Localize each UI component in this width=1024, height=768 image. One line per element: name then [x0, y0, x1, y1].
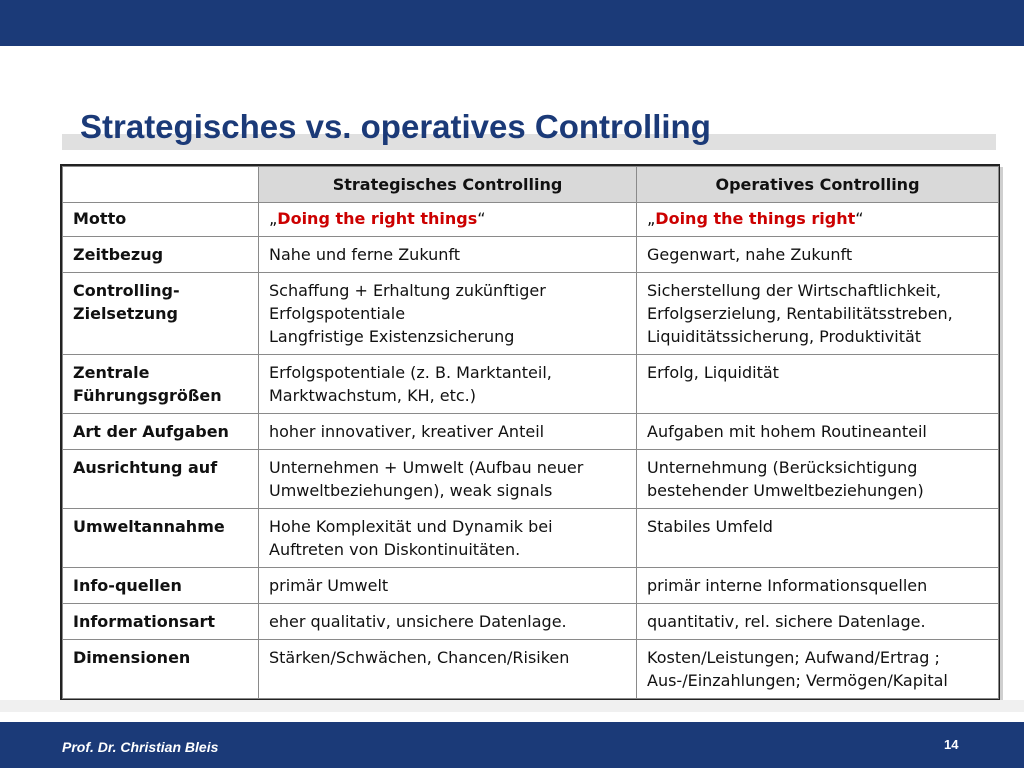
- comparison-table: [60, 164, 1000, 701]
- row-label: [63, 568, 259, 604]
- cell-line: Schaffung + Erhaltung zukünftiger: [269, 281, 546, 300]
- cell-line: Aus-/Einzahlungen; Vermögen/Kapital: [647, 671, 948, 690]
- cell-line: Umweltbeziehungen), weak signals: [269, 481, 553, 500]
- cell-operative: [637, 568, 999, 604]
- table-row: [63, 568, 999, 604]
- cell-operative: [637, 604, 999, 640]
- table-row: [63, 237, 999, 273]
- footer-author: Prof. Dr. Christian Bleis: [62, 739, 219, 755]
- cell-operative: [637, 509, 999, 568]
- cell-line: Controlling-: [73, 281, 180, 300]
- cell-line: Erfolgserzielung, Rentabilitätsstreben,: [647, 304, 953, 323]
- table-header-row: [63, 167, 999, 203]
- motto-operative: [637, 203, 999, 237]
- table-row: [63, 355, 999, 414]
- cell-line: hoher innovativer, kreativer Anteil: [269, 422, 545, 441]
- footer-separator: [0, 700, 1024, 712]
- row-label: [63, 414, 259, 450]
- cell-line: Informationsart: [73, 612, 216, 631]
- cell-operative: [637, 273, 999, 355]
- cell-line: Auftreten von Diskontinuitäten.: [269, 540, 521, 559]
- table-row-motto: [63, 203, 999, 237]
- cell-line: Langfristige Existenzsicherung: [269, 327, 515, 346]
- cell-operative: [637, 640, 999, 699]
- table-row: [63, 640, 999, 699]
- cell-strategic: [259, 414, 637, 450]
- cell-operative: [637, 355, 999, 414]
- cell-line: Umweltannahme: [73, 517, 225, 536]
- cell-strategic: [259, 237, 637, 273]
- cell-line: Erfolgspotentiale (z. B. Marktanteil,: [269, 363, 552, 382]
- row-label: Motto: [63, 203, 259, 237]
- cell-strategic: [259, 640, 637, 699]
- table-row: [63, 604, 999, 640]
- cell-line: Erfolgspotentiale: [269, 304, 406, 323]
- cell-line: Kosten/Leistungen; Aufwand/Ertrag ;: [647, 648, 940, 667]
- cell-strategic: [259, 355, 637, 414]
- row-label: [63, 509, 259, 568]
- close-quote: “: [477, 209, 486, 228]
- cell-line: Liquiditätssicherung, Produktivität: [647, 327, 922, 346]
- cell-line: Zentrale: [73, 363, 150, 382]
- cell-strategic: [259, 450, 637, 509]
- cell-line: quantitativ, rel. sichere Datenlage.: [647, 612, 926, 631]
- header-blank-cell: [63, 167, 259, 203]
- cell-strategic: [259, 273, 637, 355]
- table-row: [63, 509, 999, 568]
- row-label: [63, 237, 259, 273]
- cell-line: Unternehmung (Berücksichtigung: [647, 458, 918, 477]
- cell-line: Erfolg, Liquidität: [647, 363, 779, 382]
- cell-line: Sicherstellung der Wirtschaftlichkeit,: [647, 281, 942, 300]
- cell-line: Art der Aufgaben: [73, 422, 229, 441]
- header-operative: Operatives Controlling: [637, 167, 999, 203]
- open-quote: „: [647, 209, 656, 228]
- row-label: [63, 273, 259, 355]
- row-label: [63, 604, 259, 640]
- slide-title: Strategisches vs. operatives Controlling: [80, 108, 711, 145]
- close-quote: “: [855, 209, 864, 228]
- cell-line: Aufgaben mit hohem Routineanteil: [647, 422, 927, 441]
- cell-line: Info-quellen: [73, 576, 182, 595]
- cell-line: Stärken/Schwächen, Chancen/Risiken: [269, 648, 570, 667]
- cell-line: Marktwachstum, KH, etc.): [269, 386, 476, 405]
- cell-line: Stabiles Umfeld: [647, 517, 773, 536]
- cell-line: eher qualitativ, unsichere Datenlage.: [269, 612, 567, 631]
- cell-line: Zeitbezug: [73, 245, 164, 264]
- top-banner: [0, 0, 1024, 46]
- cell-line: bestehender Umweltbeziehungen): [647, 481, 924, 500]
- motto-strategic-text: Doing the right things: [277, 209, 478, 228]
- page-number: 14: [944, 737, 959, 752]
- cell-line: Dimensionen: [73, 648, 191, 667]
- table-row: [63, 450, 999, 509]
- cell-line: primär interne Informationsquellen: [647, 576, 928, 595]
- cell-line: Zielsetzung: [73, 304, 178, 323]
- cell-strategic: [259, 509, 637, 568]
- row-label: [63, 640, 259, 699]
- header-strategic: Strategisches Controlling: [259, 167, 637, 203]
- row-label: [63, 450, 259, 509]
- row-label: [63, 355, 259, 414]
- motto-strategic: [259, 203, 637, 237]
- table-row: [63, 273, 999, 355]
- cell-line: Nahe und ferne Zukunft: [269, 245, 460, 264]
- cell-line: Unternehmen + Umwelt (Aufbau neuer: [269, 458, 584, 477]
- cell-line: Gegenwart, nahe Zukunft: [647, 245, 853, 264]
- open-quote: „: [269, 209, 278, 228]
- table-row: [63, 414, 999, 450]
- motto-operative-text: Doing the things right: [655, 209, 856, 228]
- cell-strategic: [259, 604, 637, 640]
- cell-line: Ausrichtung auf: [73, 458, 218, 477]
- cell-strategic: [259, 568, 637, 604]
- cell-operative: [637, 414, 999, 450]
- cell-line: Führungsgrößen: [73, 386, 222, 405]
- cell-line: primär Umwelt: [269, 576, 389, 595]
- cell-operative: [637, 450, 999, 509]
- cell-line: Hohe Komplexität und Dynamik bei: [269, 517, 553, 536]
- cell-operative: [637, 237, 999, 273]
